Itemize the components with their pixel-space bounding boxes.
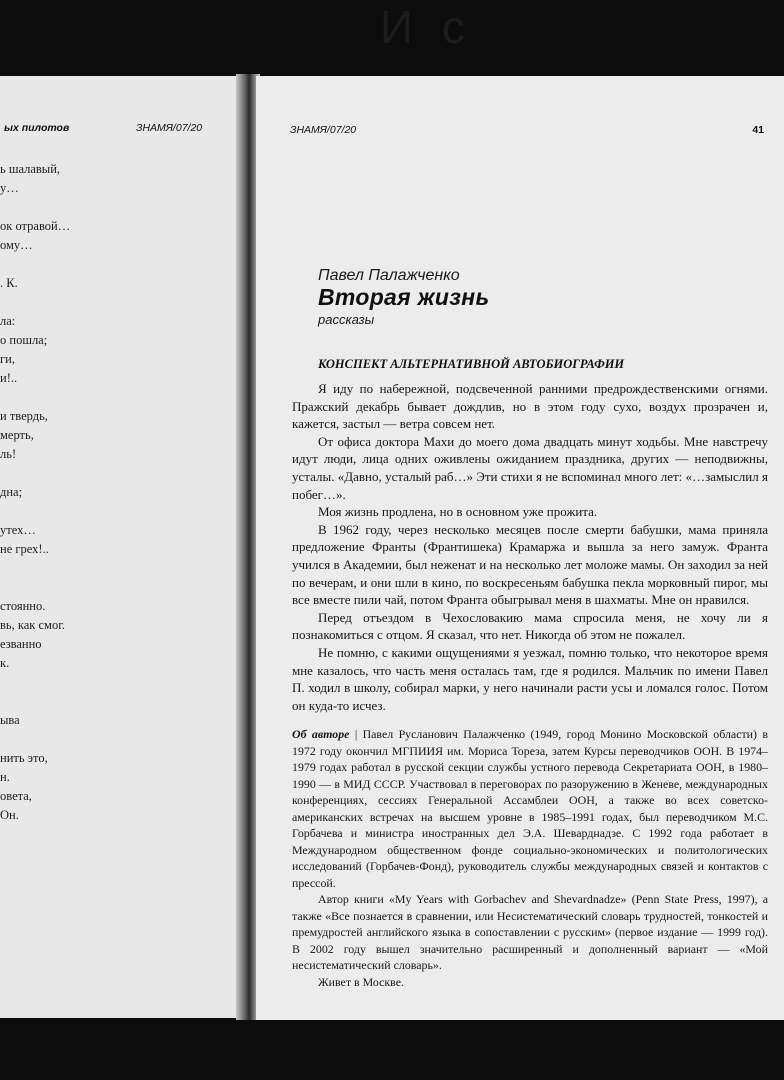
- left-magazine-issue: ЗНАМЯ/07/20: [136, 122, 203, 134]
- section-title: КОНСПЕКТ АЛЬТЕРНАТИВНОЙ АВТОБИОГРАФИИ: [318, 357, 625, 371]
- left-text-line: и твердь,: [0, 409, 48, 423]
- paragraph: Я иду по набережной, подсвеченной ранними предрождественскими огнями. Пражский декабрь бывает дождлив, но в этом году сухо, воздух прозрачен и, кажется, застыл — ветра совсем нет.: [292, 381, 768, 432]
- story-title: Вторая жизнь: [318, 284, 490, 310]
- paragraph: Моя жизнь продлена, но в основном уже прожита.: [318, 504, 598, 520]
- top-smudge-text: И с: [380, 1, 473, 53]
- left-text-line: . К.: [0, 276, 18, 290]
- story-body: [292, 380, 768, 714]
- left-text-line: мерть,: [0, 428, 34, 442]
- left-text-line: о пошла;: [0, 333, 48, 347]
- about-paragraph: Живет в Москве.: [318, 974, 404, 989]
- about-paragraph: Автор книги «My Years with Gorbachev and Shevardnadze» (Penn State Press, 1997), а также «Все познается в сравнении, или Несистематический словарь трудностей, тонкостей и премудростей английского языка в сопоставлении с русским» (первое издание — 1999 год). В 2002 году вышел значительно расширенный и дополненный вариант — «Мой несистематический словарь».: [292, 892, 768, 972]
- left-text-line: [0, 255, 240, 274]
- left-text-line: ль!: [0, 447, 17, 461]
- right-page-header: [256, 124, 784, 138]
- left-text-line: [0, 293, 240, 312]
- left-text-line: ги,: [0, 352, 15, 366]
- left-text-line: [0, 559, 240, 578]
- left-text-line: ому…: [0, 238, 33, 252]
- about-author-section: [292, 726, 768, 990]
- left-text-line: у…: [0, 181, 19, 195]
- left-text-line: [0, 502, 240, 521]
- left-text-line: езванно: [0, 637, 42, 651]
- right-magazine-issue: ЗНАМЯ/07/20: [290, 124, 357, 136]
- left-text-line: и!..: [0, 371, 18, 385]
- left-text-line: овета,: [0, 789, 32, 803]
- left-text-line: стоянно.: [0, 599, 46, 613]
- right-page: [256, 76, 784, 1020]
- left-text-line: ь шалавый,: [0, 162, 61, 176]
- left-page-text: [0, 160, 240, 825]
- left-text-line: [0, 578, 240, 597]
- paragraph: В 1962 году, через несколько месяцев после смерти бабушки, мама приняла предложение Франты (Франтишека) Крамаржа и вышла за него замуж. Франта учился в Академии, был неженат и на несколько лет моложе мамы. Он заходил за ней по вечерам, и они шли в кино, по воскресеньям бабушка пекла морковный пирог, мы все вместе пили чай, потом Франта обыгрывал меня в шахматы. Мне он нравился.: [292, 521, 768, 608]
- about-text: | Павел Русланович Палажченко (1949, город Монино Московской области) в 1972 году окончил МГПИИЯ им. Мориса Тореза, затем Курсы переводчиков ООН. В 1974–1979 годах работал в русской секции службы устного перевода Секретариата ООН, в 1980–1990 — в МИД СССР. Участвовал в переговорах по разоружению в Женеве, международных конференциях, сессиях Генеральной Ассамблеи ООН, а также во всех советско-американских встречах на высшем уровне в 1985–1991 годах, был переводчиком М.С. Горбачева и министра иностранных дел Э.А. Шеварднадзе. С 1992 года работает в Международном общественном фонде социально-экономических и политологических исследований (Горбачев-Фонд), руководитель службы международных связей и контактов с прессой.: [292, 727, 768, 890]
- left-page-header: [0, 122, 242, 136]
- left-text-line: н.: [0, 770, 10, 784]
- paragraph: Перед отъездом в Чехословакию мама спросила меня, не хочу ли я познакомиться с отцом. Я сказал, что нет. Никогда об этом не пожалел.: [292, 609, 768, 643]
- left-text-line: [0, 673, 240, 692]
- left-text-line: Он.: [0, 808, 19, 822]
- paragraph: От офиса доктора Махи до моего дома двадцать минут ходьбы. Мне навстречу идут люди, лица одних оживлены ожиданием праздника, других — неподвижны, усталы. «Давно, усталый раб…» Эти стихи я не вспоминал много лет: «…замыслил я побег…».: [292, 433, 768, 502]
- left-text-line: ыва: [0, 713, 20, 727]
- left-text-line: ок отравой…: [0, 219, 71, 233]
- left-text-line: [0, 388, 240, 407]
- left-text-line: к.: [0, 656, 10, 670]
- paragraph: Не помню, с какими ощущениями я уезжал, помню только, что некоторое время мне казалось, что часть меня осталась там, где я родился. Мальчик по имени Павел П. ходил в школу, собирал марки, у него начинали расти усы и ломался голос. Потом он куда-то исчез.: [292, 644, 768, 713]
- left-text-line: нить это,: [0, 751, 48, 765]
- left-page: [0, 76, 242, 1018]
- about-label: Об авторе: [292, 727, 350, 741]
- page-number: 41: [752, 124, 764, 136]
- left-text-line: дна;: [0, 485, 23, 499]
- left-text-line: [0, 692, 240, 711]
- left-running-title: ых пилотов: [4, 122, 70, 134]
- left-text-line: [0, 198, 240, 217]
- author-name: Павел Палажченко: [318, 267, 460, 284]
- left-text-line: [0, 464, 240, 483]
- left-text-line: не грех!..: [0, 542, 49, 556]
- genre-label: рассказы: [318, 312, 375, 327]
- left-text-line: утех…: [0, 523, 36, 537]
- left-text-line: [0, 730, 240, 749]
- about-paragraph: [292, 726, 768, 891]
- left-text-line: вь, как смог.: [0, 618, 66, 632]
- left-text-line: ла:: [0, 314, 16, 328]
